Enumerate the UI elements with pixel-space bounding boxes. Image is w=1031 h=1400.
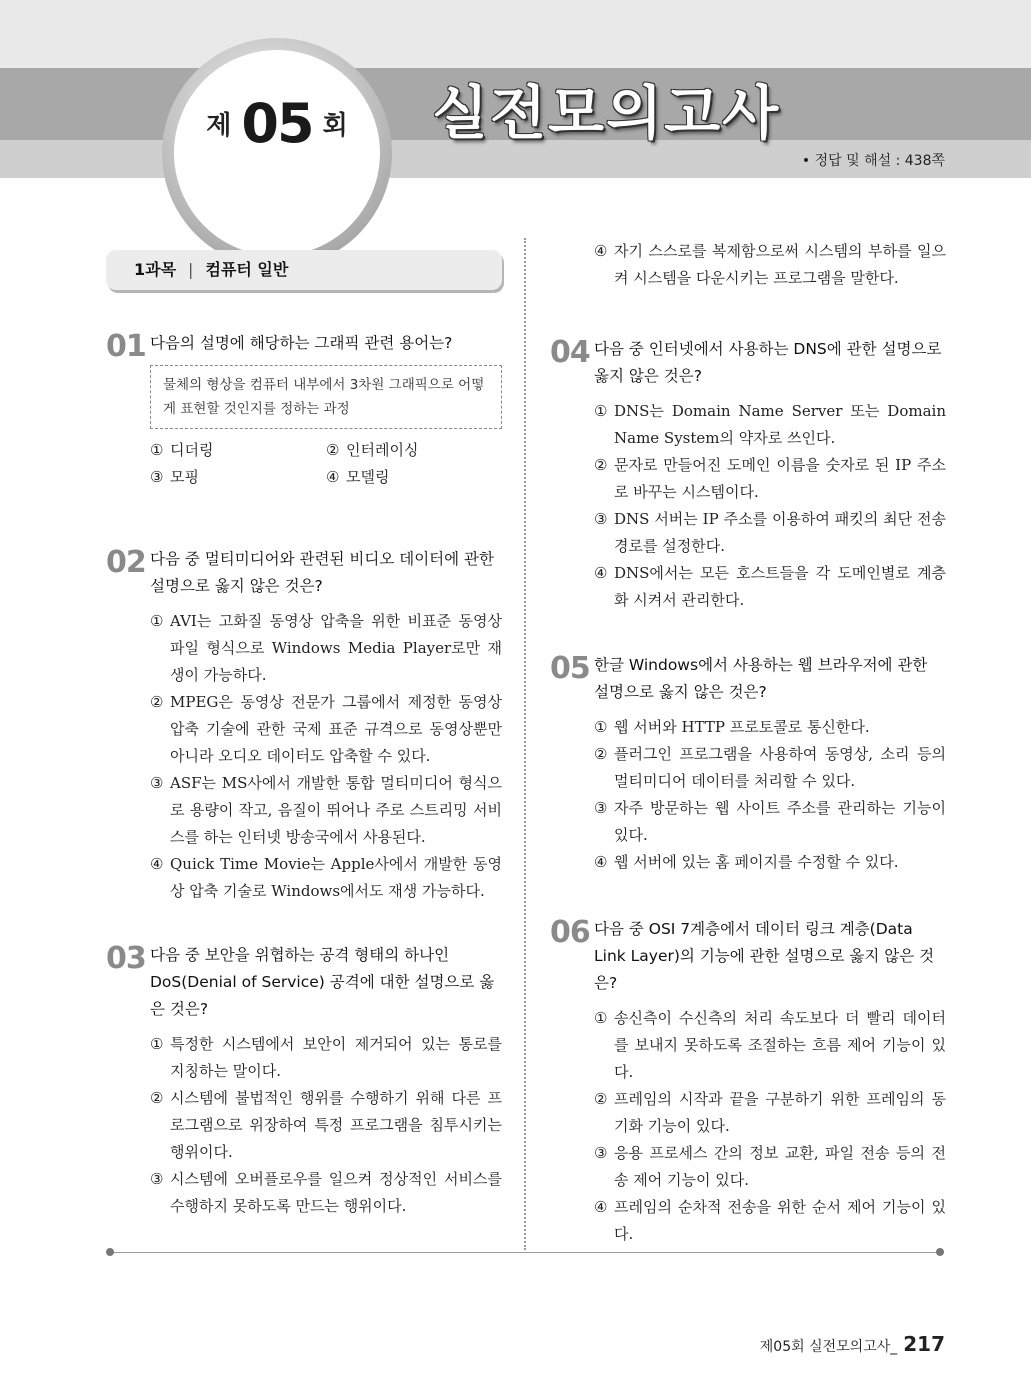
bottom-rule [110,1252,940,1253]
option-mark: ③ [594,1144,608,1162]
question-03 [106,942,502,1220]
option-mark: ① [150,1035,164,1053]
option-text: 자기 스스로를 복제함으로써 시스템의 부하를 일으켜 시스템을 다운시키는 프로그램을 말한다. [614,242,946,287]
option-1[interactable] [594,714,946,741]
option-4[interactable] [150,851,502,905]
option-list [594,714,946,876]
question-text: 다음 중 OSI 7계층에서 데이터 링크 계층(Data Link Layer)의 기능에 관한 설명으로 옳지 않은 것은? [594,920,935,992]
option-text: DNS에서는 모든 호스트들을 각 도메인별로 계층화 시켜서 관리한다. [614,564,946,609]
option-text: DNS는 Domain Name Server 또는 Domain Name System의 약자로 쓰인다. [614,402,946,447]
answer-reference: • 정답 및 해설 : 438쪽 [801,153,945,169]
option-mark: ④ [594,564,608,582]
option-3[interactable] [150,1166,502,1220]
rule-dot-left [106,1248,114,1256]
option-text: ASF는 MS사에서 개발한 통합 멀티미디어 형식으로 용량이 작고, 음질이 뛰어나 주로 스트리밍 서비스를 하는 인터넷 방송국에서 사용된다. [170,774,502,846]
option-1[interactable] [150,437,326,464]
option-mark: ④ [594,242,608,260]
option-3[interactable] [594,795,946,849]
option-text: 플러그인 프로그램을 사용하여 동영상, 소리 등의 멀티미디어 데이터를 처리할 수 있다. [614,745,946,790]
option-mark: ④ [594,1198,608,1216]
question-04 [550,336,946,614]
question-number: 03 [106,941,146,976]
option-4[interactable] [594,849,946,876]
option-text: 디더링 [170,441,214,459]
question-text: 다음 중 인터넷에서 사용하는 DNS에 관한 설명으로 옳지 않은 것은? [594,340,942,385]
page-footer [760,1332,945,1356]
option-4[interactable] [594,1194,946,1248]
option-mark: ③ [594,510,608,528]
subject-separator: | [188,260,194,279]
option-2[interactable] [594,1086,946,1140]
option-mark: ③ [150,468,164,486]
option-2[interactable] [150,689,502,770]
option-mark: ① [594,718,608,736]
question-03-continued [550,238,946,292]
question-box: 물체의 형상을 컴퓨터 내부에서 3차원 그래픽으로 어떻게 표현할 것인지를 정하는 과정 [150,365,502,429]
option-mark: ① [594,402,608,420]
option-list [150,437,502,491]
option-list [594,1005,946,1248]
question-02 [106,546,502,905]
footer-label: 제05회 실전모의고사_ [759,1339,898,1355]
option-mark: ④ [594,853,608,871]
option-2[interactable] [150,1085,502,1166]
subject-heading [106,250,502,290]
option-2[interactable] [326,437,502,464]
question-text: 다음의 설명에 해당하는 그래픽 관련 용어는? [150,334,453,352]
option-text: 프레임의 순차적 전송을 위한 순서 제어 기능이 있다. [614,1198,946,1243]
option-mark: ② [326,441,340,459]
option-mark: ③ [150,774,164,792]
subject-code: 1과목 [134,260,177,279]
option-mark: ③ [594,799,608,817]
question-text: 다음 중 멀티미디어와 관련된 비디오 데이터에 관한 설명으로 옳지 않은 것은? [150,550,494,595]
option-list [594,398,946,614]
option-mark: ④ [150,855,164,873]
option-4[interactable] [326,464,502,491]
option-mark: ② [594,1090,608,1108]
column-divider [524,238,526,1250]
option-text: 시스템에 불법적인 행위를 수행하기 위해 다른 프로그램으로 위장하여 특정 프로그램을 침투시키는 행위이다. [170,1089,502,1161]
option-mark: ② [150,1089,164,1107]
option-3[interactable] [594,506,946,560]
option-text: 프레임의 시작과 끝을 구분하기 위한 프레임의 동기화 기능이 있다. [614,1090,946,1135]
option-text: 특정한 시스템에서 보안이 제거되어 있는 통로를 지칭하는 말이다. [170,1035,502,1080]
option-mark: ① [150,441,164,459]
question-number: 05 [550,651,590,686]
option-text: 모핑 [170,468,199,486]
option-4[interactable] [594,560,946,614]
rule-dot-right [936,1248,944,1256]
option-mark: ① [150,612,164,630]
page-number: 217 [903,1332,945,1356]
option-text: 인터레이싱 [346,441,419,459]
option-list [150,608,502,905]
option-text: 웹 서버와 HTTP 프로토콜로 통신한다. [614,718,870,736]
option-list [594,238,946,292]
option-text: 모델링 [346,468,390,486]
page-title: 실전모의고사 [432,79,781,147]
option-2[interactable] [594,452,946,506]
option-text: 웹 서버에 있는 홈 페이지를 수정할 수 있다. [614,853,899,871]
question-number: 06 [550,915,590,950]
header-top-band [0,0,1031,68]
subject-name: 컴퓨터 일반 [205,260,289,279]
option-2[interactable] [594,741,946,795]
question-text: 한글 Windows에서 사용하는 웹 브라우저에 관한 설명으로 옳지 않은 것은? [594,656,928,701]
option-mark: ③ [150,1170,164,1188]
option-text: 응용 프로세스 간의 정보 교환, 파일 전송 등의 전송 제어 기능이 있다. [614,1144,946,1189]
question-01 [106,330,502,491]
question-text: 다음 중 보안을 위협하는 공격 형태의 하나인 DoS(Denial of Service) 공격에 대한 설명으로 옳은 것은? [150,946,495,1018]
option-3[interactable] [594,1140,946,1194]
option-1[interactable] [150,1031,502,1085]
option-text: 송신측이 수신측의 처리 속도보다 더 빨리 데이터를 보내지 못하도록 조절하는 흐름 제어 기능이 있다. [614,1009,946,1081]
option-4[interactable] [594,238,946,292]
option-text: Quick Time Movie는 Apple사에서 개발한 동영상 압축 기술로 Windows에서도 재생 가능하다. [170,855,502,900]
question-number: 02 [106,545,146,580]
option-text: MPEG은 동영상 전문가 그룹에서 제정한 동영상 압축 기술에 관한 국제 표준 규격으로 동영상뿐만 아니라 오디오 데이터도 압축할 수 있다. [170,693,502,765]
option-mark: ④ [326,468,340,486]
option-mark: ② [594,456,608,474]
option-text: 시스템에 오버플로우를 일으켜 정상적인 서비스를 수행하지 못하도록 만드는 행위이다. [170,1170,502,1215]
round-prefix: 제 [206,111,232,141]
option-text: 자주 방문하는 웹 사이트 주소를 관리하는 기능이 있다. [614,799,946,844]
option-list [150,1031,502,1220]
option-1[interactable] [594,398,946,452]
option-mark: ② [150,693,164,711]
option-text: 문자로 만들어진 도메인 이름을 숫자로 된 IP 주소로 바꾸는 시스템이다. [614,456,946,501]
question-number: 04 [550,335,590,370]
question-05 [550,652,946,876]
option-text: AVI는 고화질 동영상 압축을 위한 비표준 동영상 파일 형식으로 Windows Media Player로만 재생이 가능하다. [170,612,502,684]
option-1[interactable] [594,1005,946,1086]
question-06 [550,916,946,1248]
option-3[interactable] [150,770,502,851]
option-mark: ② [594,745,608,763]
option-text: DNS 서버는 IP 주소를 이용하여 패킷의 최단 전송 경로를 설정한다. [614,510,946,555]
option-1[interactable] [150,608,502,689]
round-label [174,92,380,155]
option-mark: ① [594,1009,608,1027]
round-number: 05 [241,92,313,155]
question-number: 01 [106,329,146,364]
round-suffix: 회 [322,111,348,141]
option-3[interactable] [150,464,326,491]
